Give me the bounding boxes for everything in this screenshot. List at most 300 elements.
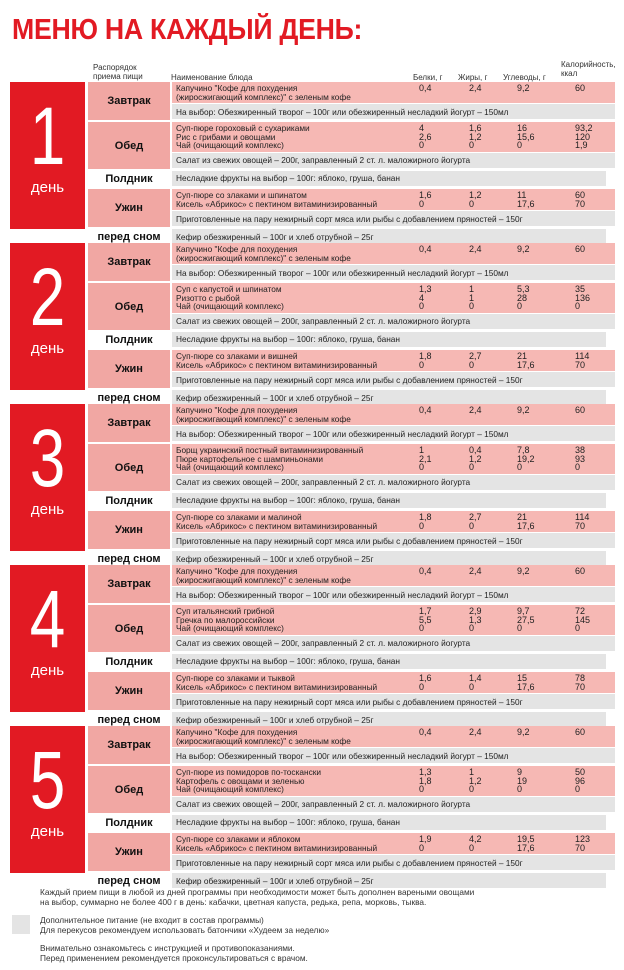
fat-values (469, 191, 517, 208)
calorie-values (575, 567, 615, 576)
nutrient-value: 0 (575, 623, 581, 634)
meal-row (88, 350, 606, 388)
nutrient-value: 0 (419, 681, 425, 692)
meal-body (172, 171, 606, 187)
day-number: 4 (29, 574, 66, 665)
nutrient-value: 145 (575, 614, 591, 625)
nutrient-value: 2,4 (469, 83, 482, 93)
note-row (172, 797, 615, 812)
meal-name: Ужин (88, 511, 170, 549)
note-row (172, 873, 606, 888)
nutrient-value: 1,3 (419, 767, 432, 778)
day-number: 5 (29, 735, 66, 826)
nutrient-value: 1,6 (419, 189, 432, 200)
meal-name: Обед (88, 283, 170, 330)
nutrient-value: 11 (517, 189, 527, 200)
nutrient-value: 2,4 (469, 244, 482, 254)
day-block (10, 726, 606, 887)
legend-line: Дополнительное питание (не входит в состав программы) (40, 915, 264, 925)
meal-row (88, 493, 606, 509)
day-block (10, 565, 606, 726)
nutrient-value: 0 (419, 140, 425, 151)
nutrient-value: 19 (517, 775, 528, 786)
nutrient-value: 0 (419, 623, 425, 634)
note-row (172, 426, 615, 441)
nutrient-value: 1,2 (469, 131, 482, 142)
note-row (172, 171, 606, 186)
calorie-values (575, 674, 615, 691)
dish-name: Суп-пюре со злаками и тыквой (176, 672, 295, 683)
dish-row (172, 511, 615, 532)
day-number: 3 (29, 413, 66, 504)
day-badge (10, 82, 85, 229)
protein-values (419, 285, 469, 311)
meal-body (172, 511, 615, 549)
nutrient-value: 1,8 (419, 775, 432, 786)
meal-name: перед сном (97, 875, 161, 888)
nutrient-value: 60 (575, 83, 586, 93)
calorie-values (575, 285, 615, 311)
nutrient-value: 0 (575, 784, 581, 795)
nutrient-value: 0 (419, 784, 425, 795)
protein-values (419, 406, 469, 415)
warning-line: Внимательно ознакомьтесь с инструкцией и противопоказаниями. (40, 943, 295, 953)
meal-body (172, 565, 615, 603)
dish-name: Суп-пюре из помидоров по-тоскански (176, 767, 321, 778)
meal-note: Приготовленные на пару нежирный сорт мяса или рыбы с добавлением пряностей – 150г (176, 535, 523, 546)
footer-note-line: Каждый прием пищи в любой из дней программы при необходимости может быть дополнен вареными овощами (40, 887, 475, 897)
note-row (172, 265, 615, 280)
dish-names (176, 84, 419, 101)
dish-name: Кисель «Абрикос» с пектином витаминизированный (176, 520, 378, 531)
note-row (172, 815, 606, 830)
meal-row (88, 672, 606, 710)
dish-name: (жиросжигающий комплекс)" с зеленым кофе (176, 91, 351, 102)
dish-names (176, 285, 419, 311)
carbs-values (517, 285, 575, 311)
carbs-values (517, 84, 575, 93)
nutrient-value: 70 (575, 681, 586, 692)
meal-body (172, 726, 615, 764)
meal-note: Несладкие фрукты на выбор – 100г: яблоко, груша, банан (176, 817, 400, 828)
dish-names (176, 674, 419, 691)
dish-names (176, 406, 419, 423)
day-number: 1 (29, 91, 66, 182)
dish-names (176, 191, 419, 208)
meal-note: Салат из свежих овощей – 200г, заправленный 2 ст. л. маложирного йогурта (176, 316, 471, 327)
nutrient-value: 5,5 (419, 614, 432, 625)
nutrient-value: 0 (419, 462, 425, 473)
meal-row (88, 332, 606, 348)
warning-line: Перед применением рекомендуется проконсультироваться с врачом. (40, 953, 308, 963)
nutrient-value: 0 (419, 520, 425, 531)
meal-note: Салат из свежих овощей – 200г, заправленный 2 ст. л. маложирного йогурта (176, 155, 471, 166)
calorie-values (575, 245, 615, 254)
meal-name: Завтрак (88, 404, 170, 442)
meal-note: На выбор: Обезжиренный творог – 100г или обезжиренный несладкий йогурт – 150мл (176, 750, 509, 761)
nutrient-value: 2,7 (469, 350, 482, 361)
meal-name: Ужин (88, 833, 170, 871)
dish-names (176, 607, 419, 633)
nutrient-value: 0 (469, 520, 475, 531)
nutrient-value: 0 (469, 198, 475, 209)
dish-row (172, 833, 615, 854)
day-label: день (30, 340, 65, 357)
dish-name: Кисель «Абрикос» с пектином витаминизированный (176, 359, 378, 370)
dish-names (176, 567, 419, 584)
nutrient-value: 1 (419, 445, 425, 456)
footer-warning (40, 943, 308, 963)
meal-row (88, 654, 606, 670)
note-row (172, 229, 606, 244)
fat-values (469, 567, 517, 576)
nutrient-value: 17,6 (517, 842, 535, 853)
meal-row (88, 122, 606, 169)
fat-values (469, 607, 517, 633)
meal-name: Обед (88, 122, 170, 169)
nutrient-value: 1,6 (469, 123, 482, 134)
dish-row (172, 122, 615, 152)
fat-values (469, 245, 517, 254)
meal-name: Ужин (88, 350, 170, 388)
menu-days (10, 82, 606, 887)
nutrient-value: 0,4 (419, 727, 432, 737)
nutrient-value: 9,2 (517, 405, 530, 415)
footer-legend (40, 915, 329, 935)
dish-row (172, 283, 615, 313)
nutrient-value: 0,4 (469, 445, 482, 456)
fat-values (469, 352, 517, 369)
carbs-values (517, 607, 575, 633)
nutrient-value: 17,6 (517, 198, 535, 209)
carbs-values (517, 124, 575, 150)
dish-name: (жиросжигающий комплекс)" с зеленым кофе (176, 735, 351, 746)
nutrient-value: 1 (469, 767, 475, 778)
carbs-values (517, 728, 575, 737)
day-block (10, 243, 606, 404)
meal-note: Приготовленные на пару нежирный сорт мяса или рыбы с добавлением пряностей – 150г (176, 696, 523, 707)
meal-body (172, 404, 615, 442)
meal-body (172, 672, 615, 710)
meal-note: Несладкие фрукты на выбор – 100г: яблоко, груша, банан (176, 334, 400, 345)
protein-values (419, 567, 469, 576)
note-row (172, 332, 606, 347)
meal-note: Салат из свежих овощей – 200г, заправленный 2 ст. л. маложирного йогурта (176, 477, 471, 488)
nutrient-value: 2,4 (469, 727, 482, 737)
calorie-values (575, 406, 615, 415)
legend-swatch (12, 915, 30, 934)
day-badge (10, 243, 85, 390)
calorie-values (575, 835, 615, 852)
nutrient-value: 0,4 (419, 244, 432, 254)
nutrient-value: 1,9 (575, 140, 588, 151)
protein-values (419, 191, 469, 208)
protein-values (419, 728, 469, 737)
meal-row (88, 82, 606, 120)
dish-name: Рис с грибами и овощами (176, 131, 276, 142)
meal-body (172, 833, 615, 871)
meal-row (88, 833, 606, 871)
dish-name: Суп-пюре гороховый с сухариками (176, 123, 310, 134)
nutrient-value: 78 (575, 672, 586, 683)
nutrient-value: 114 (575, 350, 590, 361)
meal-note: На выбор: Обезжиренный творог – 100г или обезжиренный несладкий йогурт – 150мл (176, 428, 509, 439)
nutrient-value: 38 (575, 445, 586, 456)
note-row (172, 493, 606, 508)
note-row (172, 533, 615, 548)
meal-row (88, 726, 606, 764)
day-block (10, 82, 606, 243)
meal-list (88, 404, 606, 569)
nutrient-value: 7,8 (517, 445, 530, 456)
note-row (172, 372, 615, 387)
meal-note: Кефир обезжиренный – 100г и хлеб отрубной – 25г (176, 714, 374, 725)
footer-note-vegetables (40, 887, 474, 907)
nutrient-value: 1,2 (469, 775, 482, 786)
dish-row (172, 404, 615, 425)
meal-note: Приготовленные на пару нежирный сорт мяса или рыбы с добавлением пряностей – 150г (176, 374, 523, 385)
nutrient-value: 28 (517, 292, 528, 303)
nutrient-value: 1,4 (469, 672, 482, 683)
protein-values (419, 352, 469, 369)
protein-values (419, 513, 469, 530)
dish-row (172, 605, 615, 635)
dish-row (172, 82, 615, 103)
dish-name: Кисель «Абрикос» с пектином витаминизированный (176, 842, 378, 853)
meal-name: Полдник (105, 333, 153, 346)
meal-name: Завтрак (88, 82, 170, 120)
protein-values (419, 245, 469, 254)
nutrient-value: 17,6 (517, 359, 535, 370)
meal-body (172, 283, 615, 330)
nutrient-value: 0 (469, 359, 475, 370)
dish-row (172, 766, 615, 796)
nutrient-value: 1,9 (419, 833, 432, 844)
note-row (172, 712, 606, 727)
dish-name: Капучино "Кофе для похудения (176, 405, 298, 415)
meal-name: Ужин (88, 189, 170, 227)
meal-note: На выбор: Обезжиренный творог – 100г или обезжиренный несладкий йогурт – 150мл (176, 589, 509, 600)
dish-name: Суп-пюре со злаками и яблоком (176, 833, 301, 844)
nutrient-value: 0 (575, 301, 581, 312)
nutrient-value: 0,4 (419, 405, 432, 415)
dish-names (176, 352, 419, 369)
nutrient-value: 0 (469, 681, 475, 692)
nutrient-value: 17,6 (517, 520, 535, 531)
nutrient-value: 1,2 (469, 453, 482, 464)
nutrient-value: 2,6 (419, 131, 432, 142)
calorie-values (575, 607, 615, 633)
header-dish: Наименование блюда (171, 73, 253, 82)
header-fat: Жиры, г (458, 73, 488, 82)
dish-name: Суп итальянский грибной (176, 606, 275, 617)
calorie-values (575, 191, 615, 208)
fat-values (469, 124, 517, 150)
meal-body (172, 350, 615, 388)
fat-values (469, 835, 517, 852)
note-row (172, 748, 615, 763)
meal-row (88, 404, 606, 442)
meal-note: Несладкие фрукты на выбор – 100г: яблоко, груша, банан (176, 656, 400, 667)
meal-note: Салат из свежих овощей – 200г, заправленный 2 ст. л. маложирного йогурта (176, 638, 471, 649)
dish-name: Чай (очищающий комплекс) (176, 462, 284, 473)
day-badge (10, 726, 85, 873)
meal-body (172, 122, 615, 169)
dish-name: Суп с капустой и шпинатом (176, 284, 282, 295)
meal-name: Полдник (105, 172, 153, 185)
meal-name: Полдник (105, 494, 153, 507)
dish-name: Пюре картофельное с шампиньонами (176, 453, 323, 464)
header-calories: Калорийность, ккал (561, 60, 616, 78)
meal-list (88, 565, 606, 730)
dish-name: Чай (очищающий комплекс) (176, 623, 284, 634)
nutrient-value: 21 (517, 350, 528, 361)
nutrient-value: 136 (575, 292, 591, 303)
meal-note: Кефир обезжиренный – 100г и хлеб отрубной – 25г (176, 231, 374, 242)
nutrient-value: 1,3 (419, 284, 432, 295)
meal-body (172, 82, 615, 120)
dish-name: Капучино "Кофе для похудения (176, 83, 298, 93)
nutrient-value: 60 (575, 727, 586, 737)
dish-names (176, 835, 419, 852)
nutrient-value: 70 (575, 842, 586, 853)
nutrient-value: 0 (469, 623, 475, 634)
nutrient-value: 50 (575, 767, 586, 778)
carbs-values (517, 674, 575, 691)
dish-names (176, 124, 419, 150)
nutrient-value: 1 (469, 292, 475, 303)
nutrient-value: 21 (517, 511, 528, 522)
nutrient-value: 2,9 (469, 606, 482, 617)
meal-list (88, 82, 606, 247)
nutrient-value: 96 (575, 775, 586, 786)
dish-row (172, 189, 615, 210)
meal-row (88, 511, 606, 549)
fat-values (469, 285, 517, 311)
nutrient-value: 0,4 (419, 83, 432, 93)
dish-row (172, 444, 615, 474)
nutrient-value: 0 (469, 140, 475, 151)
dish-name: Картофель с овощами и зеленью (176, 775, 305, 786)
carbs-values (517, 446, 575, 472)
meal-row (88, 815, 606, 831)
nutrient-value: 60 (575, 566, 586, 576)
carbs-values (517, 768, 575, 794)
dish-name: Чай (очищающий комплекс) (176, 784, 284, 795)
meal-body (172, 815, 606, 831)
meal-body (172, 605, 615, 652)
nutrient-value: 60 (575, 189, 586, 200)
protein-values (419, 674, 469, 691)
nutrient-value: 1,6 (419, 672, 432, 683)
nutrient-value: 1,7 (419, 606, 432, 617)
calorie-values (575, 352, 615, 369)
fat-values (469, 406, 517, 415)
meal-note: Несладкие фрукты на выбор – 100г: яблоко, груша, банан (176, 495, 400, 506)
meal-name: Завтрак (88, 726, 170, 764)
dish-name: (жиросжигающий комплекс)" с зеленым кофе (176, 252, 351, 263)
dish-row (172, 565, 615, 586)
nutrient-value: 0 (517, 623, 523, 634)
dish-name: Чай (очищающий комплекс) (176, 301, 284, 312)
day-label: день (30, 662, 65, 679)
nutrient-value: 9 (517, 767, 523, 778)
calorie-values (575, 124, 615, 150)
nutrient-value: 93 (575, 453, 586, 464)
nutrient-value: 17,6 (517, 681, 535, 692)
dish-names (176, 446, 419, 472)
fat-values (469, 446, 517, 472)
dish-row (172, 726, 615, 747)
day-badge (10, 565, 85, 712)
meal-note: Приготовленные на пару нежирный сорт мяса или рыбы с добавлением пряностей – 150г (176, 857, 523, 868)
meal-row (88, 605, 606, 652)
note-row (172, 475, 615, 490)
nutrient-value: 1,2 (469, 189, 482, 200)
meal-body (172, 654, 606, 670)
nutrient-value: 120 (575, 131, 591, 142)
meal-name: Полдник (105, 655, 153, 668)
nutrient-value: 9,2 (517, 566, 530, 576)
nutrient-value: 27,5 (517, 614, 535, 625)
meal-row (88, 283, 606, 330)
note-row (172, 587, 615, 602)
dish-row (172, 243, 615, 264)
nutrient-value: 114 (575, 511, 590, 522)
note-row (172, 211, 615, 226)
nutrient-value: 4 (419, 292, 425, 303)
fat-values (469, 84, 517, 93)
day-number: 2 (29, 252, 66, 343)
meal-name: Ужин (88, 672, 170, 710)
nutrient-value: 1,8 (419, 511, 432, 522)
nutrient-value: 35 (575, 284, 586, 295)
day-label: день (30, 179, 65, 196)
meal-list (88, 726, 606, 891)
protein-values (419, 607, 469, 633)
meal-name: Полдник (105, 816, 153, 829)
nutrient-value: 93,2 (575, 123, 593, 134)
dish-name: Кисель «Абрикос» с пектином витаминизированный (176, 198, 378, 209)
nutrient-value: 72 (575, 606, 586, 617)
note-row (172, 314, 615, 329)
note-row (172, 104, 615, 119)
meal-body (172, 766, 615, 813)
meal-note: Несладкие фрукты на выбор – 100г: яблоко, груша, банан (176, 173, 400, 184)
nutrient-value: 0,4 (419, 566, 432, 576)
meal-note: Кефир обезжиренный – 100г и хлеб отрубной – 25г (176, 392, 374, 403)
meal-row (88, 171, 606, 187)
dish-name: Капучино "Кофе для похудения (176, 244, 298, 254)
meal-body (172, 243, 615, 281)
note-row (172, 694, 615, 709)
note-row (172, 390, 606, 405)
nutrient-value: 2,7 (469, 511, 482, 522)
dish-name: Суп-пюре со злаками и шпинатом (176, 189, 307, 200)
protein-values (419, 446, 469, 472)
meal-name: Обед (88, 766, 170, 813)
nutrient-value: 2,4 (469, 405, 482, 415)
note-row (172, 153, 615, 168)
fat-values (469, 768, 517, 794)
note-row (172, 551, 606, 566)
nutrient-value: 0 (469, 842, 475, 853)
meal-body (172, 189, 615, 227)
dish-name: (жиросжигающий комплекс)" с зеленым кофе (176, 413, 351, 424)
calorie-values (575, 446, 615, 472)
header-schedule: Распорядок приема пищи (93, 63, 143, 81)
calorie-values (575, 84, 615, 93)
